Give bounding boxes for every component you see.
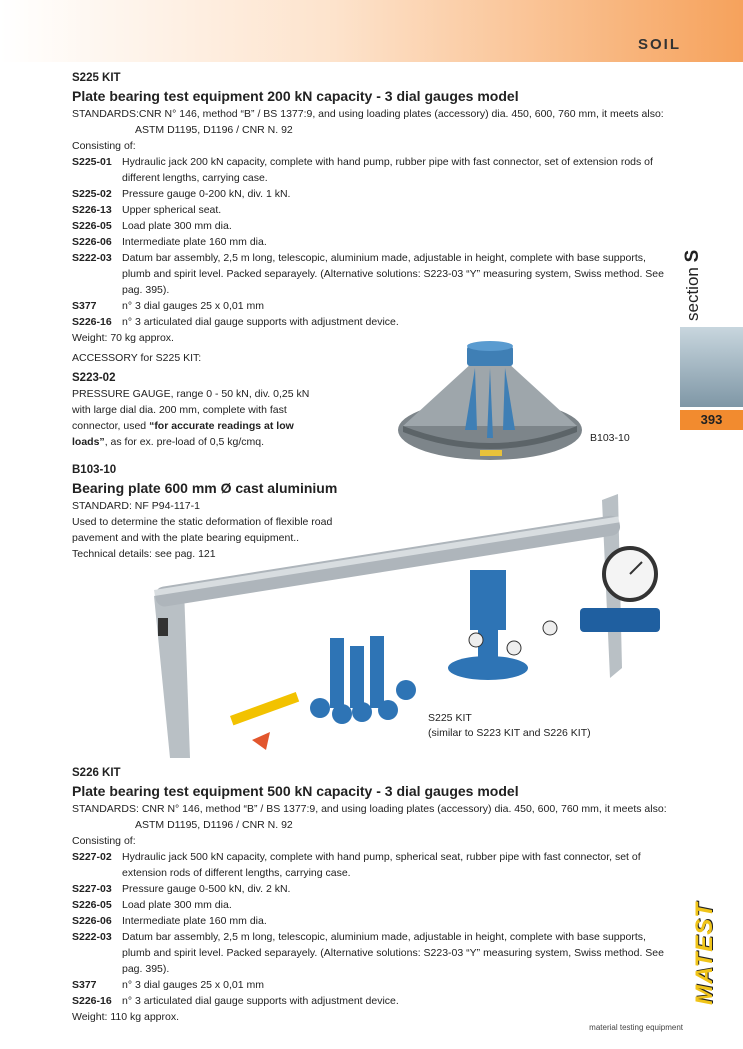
item-row xyxy=(72,218,672,234)
item-row xyxy=(72,929,672,977)
item-row xyxy=(72,202,672,218)
item-text: Datum bar assembly, 2,5 m long, telescopic, aluminium made, adjustable in height, complete with base supports, plumb and spirit level. Packed separayely. (Alternative solutions: S223-03 “Y” measuring system, Swiss method. See pag. 395). xyxy=(122,931,664,975)
item-row xyxy=(72,913,672,929)
section-label xyxy=(682,229,704,321)
standards-text-2: ASTM D1195, D1196 / CNR N. 92 xyxy=(135,819,293,831)
item-row xyxy=(72,234,672,250)
weight-text: Weight: 70 kg approx. xyxy=(72,332,174,344)
section-tab xyxy=(681,226,703,326)
kit-caption-code: S225 KIT xyxy=(428,712,472,724)
item-text: Load plate 300 mm dia. xyxy=(122,220,232,232)
standards-text-2: ASTM D1195, D1196 / CNR N. 92 xyxy=(135,124,293,136)
item-code: S227-03 xyxy=(72,883,112,895)
page-number: 393 xyxy=(680,410,743,430)
s225-block xyxy=(72,70,672,346)
product-code: B103-10 xyxy=(72,464,117,476)
standard-text: STANDARD: NF P94-117-1 xyxy=(72,500,200,512)
item-text: Intermediate plate 160 mm dia. xyxy=(122,236,267,248)
item-row xyxy=(72,298,672,314)
item-row xyxy=(72,250,672,298)
item-text: Datum bar assembly, 2,5 m long, telescopic, aluminium made, adjustable in height, complete with base supports, plumb and spirit level. Packed separayely. (Alternative solutions: S223-03 “Y” measuring system, Swiss method. See pag. 395). xyxy=(122,252,664,296)
item-code: S226-06 xyxy=(72,236,112,248)
header-band xyxy=(0,0,743,62)
item-code: S222-03 xyxy=(72,252,112,264)
product-code: S225 KIT xyxy=(72,72,121,84)
item-code: S226-16 xyxy=(72,316,112,328)
product-title: Plate bearing test equipment 200 kN capacity - 3 dial gauges model xyxy=(72,88,519,104)
item-text: Hydraulic jack 500 kN capacity, complete with hand pump, spherical seat, rubber pipe with fast connector, set of extension rods of different lengths, carrying case. xyxy=(122,851,641,879)
item-text: Intermediate plate 160 mm dia. xyxy=(122,915,267,927)
item-text: n° 3 dial gauges 25 x 0,01 mm xyxy=(122,300,264,312)
s226-block xyxy=(72,765,672,1025)
accessory-heading: ACCESSORY for S225 KIT: xyxy=(72,352,202,364)
item-row xyxy=(72,881,672,897)
item-code: S226-13 xyxy=(72,204,112,216)
item-code: S225-01 xyxy=(72,156,112,168)
item-code: S226-05 xyxy=(72,220,112,232)
accessory-text-2: , as for ex. pre-load of 0,5 kg/cmq. xyxy=(104,436,265,448)
accessory-text-1: PRESSURE GAUGE, range 0 - 50 kN, div. 0,25 kN with large dial dia. 200 mm, complete with fast connector, used xyxy=(72,388,310,432)
item-text: Pressure gauge 0-200 kN, div. 1 kN. xyxy=(122,188,291,200)
kit-caption xyxy=(428,711,591,741)
weight-text: Weight: 110 kg approx. xyxy=(72,1011,180,1023)
item-text: n° 3 articulated dial gauge supports with adjustment device. xyxy=(122,995,399,1007)
section-thumbnail xyxy=(680,327,743,407)
item-row xyxy=(72,993,672,1009)
product-title: Plate bearing test equipment 500 kN capacity - 3 dial gauges model xyxy=(72,783,519,799)
item-text: Upper spherical seat. xyxy=(122,204,222,216)
item-code: S226-16 xyxy=(72,995,112,1007)
consisting-label: Consisting of: xyxy=(72,835,136,847)
section-header-title: SOIL xyxy=(637,36,681,53)
item-code: S225-02 xyxy=(72,188,112,200)
item-text: n° 3 dial gauges 25 x 0,01 mm xyxy=(122,979,264,991)
item-code: S226-05 xyxy=(72,899,112,911)
item-row xyxy=(72,154,672,186)
accessory-text xyxy=(72,386,317,450)
equipment-kit-photo xyxy=(140,478,680,768)
footer-text: material testing equipment xyxy=(589,1023,683,1032)
description-text: Used to determine the static deformation of flexible road pavement and with the plate bearing equipment.. xyxy=(72,516,333,544)
section-letter: S xyxy=(682,249,703,263)
item-code: S222-03 xyxy=(72,931,112,943)
brand-logo: MATEST xyxy=(691,902,718,1005)
section-prefix: section xyxy=(683,267,702,321)
consisting-label: Consisting of: xyxy=(72,140,136,152)
accessory-text-bold: “for accurate readings at low loads” xyxy=(72,420,294,448)
kit-caption-sub: (similar to S223 KIT and S226 KIT) xyxy=(428,727,591,739)
item-text: Hydraulic jack 200 kN capacity, complete with hand pump, rubber pipe with fast connector, set of extension rods of different lengths, carrying case. xyxy=(122,156,653,184)
standards-text: STANDARDS: CNR N° 146, method “B” / BS 1377:9, and using loading plates (accessory) dia. 450, 600, 760 mm, it meets also: xyxy=(72,803,667,815)
item-row xyxy=(72,849,672,881)
item-row xyxy=(72,186,672,202)
details-text: Technical details: see pag. 121 xyxy=(72,548,216,560)
accessory-block xyxy=(72,350,317,450)
item-row xyxy=(72,977,672,993)
accessory-code: S223-02 xyxy=(72,372,116,384)
item-row xyxy=(72,314,672,330)
item-text: Load plate 300 mm dia. xyxy=(122,899,232,911)
item-code: S377 xyxy=(72,979,97,991)
item-code: S377 xyxy=(72,300,97,312)
product-code: S226 KIT xyxy=(72,767,121,779)
standards-text: STANDARDS:CNR N° 146, method “B” / BS 1377:9, and using loading plates (accessory) dia. 450, 600, 760 mm, it meets also: xyxy=(72,108,664,120)
item-text: n° 3 articulated dial gauge supports with adjustment device. xyxy=(122,316,399,328)
item-code: S227-02 xyxy=(72,851,112,863)
photo-caption: B103-10 xyxy=(590,432,630,444)
item-row xyxy=(72,897,672,913)
item-code: S226-06 xyxy=(72,915,112,927)
product-title: Bearing plate 600 mm Ø cast aluminium xyxy=(72,480,338,496)
bearing-plate-photo xyxy=(395,338,585,466)
item-text: Pressure gauge 0-500 kN, div. 2 kN. xyxy=(122,883,291,895)
